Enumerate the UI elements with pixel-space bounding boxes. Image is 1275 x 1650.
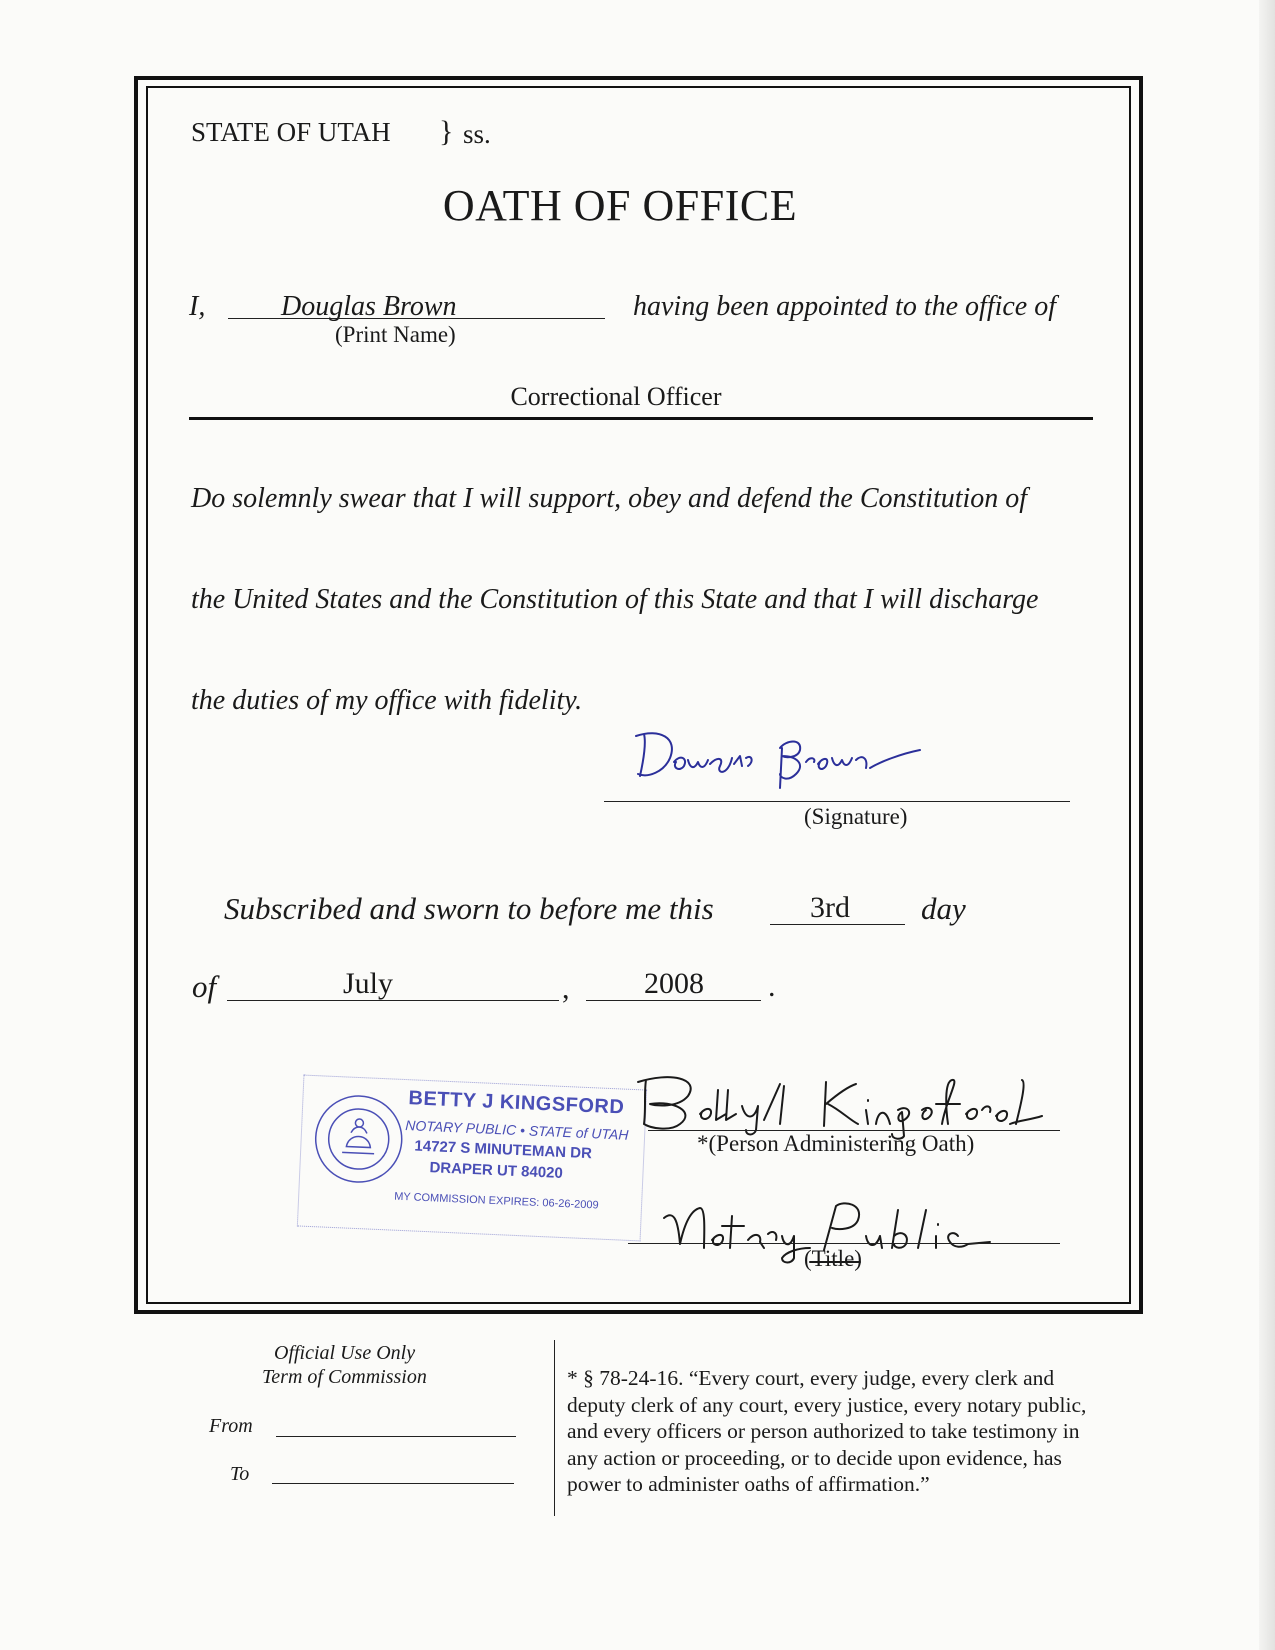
subscribed-text: Subscribed and sworn to before me this [224, 891, 714, 926]
stamp-name: BETTY J KINGSFORD [408, 1087, 625, 1119]
official-use-heading: Official Use Only [274, 1342, 416, 1364]
year-line [586, 1000, 761, 1001]
month-comma: , [562, 972, 570, 1005]
title-caption: (Title) [804, 1246, 862, 1271]
page-edge-shadow [1259, 0, 1275, 1650]
oath-line-2: the United States and the Constitution of this State and that I will discharge [191, 584, 1039, 615]
oath-pronoun: I, [189, 291, 206, 322]
appointee-name: Douglas Brown [281, 291, 457, 322]
appointee-signature [630, 728, 970, 798]
year-period: . [768, 970, 776, 1003]
statute-text [567, 1365, 1086, 1498]
day-line [770, 924, 905, 925]
notary-stamp [297, 1075, 647, 1242]
stamp-line-1: NOTARY PUBLIC • STATE of UTAH [405, 1117, 629, 1143]
from-line [276, 1436, 516, 1437]
office-title: Correctional Officer [510, 382, 722, 411]
oath-line-3: the duties of my office with fidelity. [191, 685, 583, 716]
statute-line: power to administer oaths of affirmation.” [567, 1472, 930, 1496]
year-value: 2008 [644, 967, 704, 1000]
stamp-line-3: DRAPER UT 84020 [429, 1159, 564, 1182]
statute-line: * § 78-24-16. “Every court, every judge, every clerk and [567, 1366, 1055, 1390]
signature-caption: (Signature) [804, 804, 908, 829]
statute-line: any action or proceeding, or to decide upon evidence, has [567, 1445, 1062, 1470]
statute-line: and every officers or person authorized to take testimony in [567, 1419, 1080, 1443]
signature-line [604, 801, 1070, 802]
title-line [628, 1243, 1060, 1244]
month-value: July [343, 967, 394, 1000]
to-line [272, 1483, 514, 1484]
day-word: day [921, 891, 966, 926]
name-line [228, 318, 605, 319]
administering-caption: *(Person Administering Oath) [697, 1131, 975, 1156]
day-value: 3rd [810, 891, 850, 924]
footer-divider [554, 1340, 555, 1516]
month-line [227, 1000, 559, 1001]
page-title: OATH OF OFFICE [442, 181, 798, 230]
appointed-text: having been appointed to the office of [633, 291, 1057, 322]
print-name-caption: (Print Name) [335, 322, 456, 347]
venue-label: STATE OF UTAH [191, 117, 391, 147]
state-seal-icon [311, 1091, 407, 1187]
from-label: From [209, 1415, 253, 1437]
of-word: of [192, 969, 217, 1004]
statute-line: deputy clerk of any court, every justice, every notary public, [567, 1392, 1087, 1417]
to-label: To [230, 1463, 250, 1485]
venue-bracket: } [439, 115, 454, 148]
office-line [189, 417, 1093, 420]
stamp-line-2: 14727 S MINUTEMAN DR [414, 1137, 593, 1163]
oath-line-1: Do solemnly swear that I will support, obey and defend the Constitution of [191, 483, 1028, 514]
stamp-expires: MY COMMISSION EXPIRES: 06-26-2009 [393, 1190, 599, 1212]
term-of-commission-heading: Term of Commission [262, 1366, 427, 1388]
venue-ss: ss. [463, 119, 491, 149]
